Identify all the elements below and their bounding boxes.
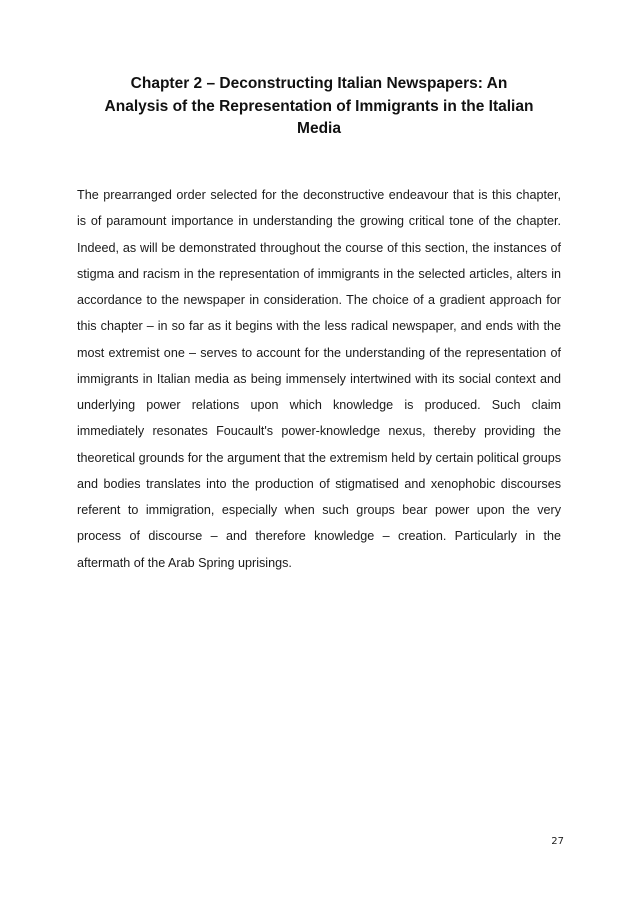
chapter-title-line-1: Chapter 2 – Deconstructing Italian Newspapers: An [130,75,508,92]
chapter-title [60,73,578,141]
page-number: 27 [551,836,564,847]
chapter-title-line-2: Analysis of the Representation of Immigrants in the Italian [104,97,534,115]
body-paragraph: The prearranged order selected for the deconstructive endeavour that is this chapter, is of paramount importance in understanding the growing critical tone of the chapter. Indeed, as will be demonstrated throughout the course of this section, the instances of stigma and racism in the representation of immigrants in the selected articles, alters in accordance to the newspaper in consideration. The choice of a gradient approach for this chapter – in so far as it begins with the less radical newspaper, and ends with the most extremist one – serves to account for the understanding of the representation of immigrants in Italian media as being immensely intertwined with its social context and underlying power relations upon which knowledge is produced. Such claim immediately resonates Foucault's power-knowledge nexus, thereby providing the theoretical grounds for the argument that the extremism held by certain political groups and bodies translates into the production of stigmatised and xenophobic discourses referent to immigration, especially when such groups bear power upon the very process of discourse – and therefore knowledge – creation. Particularly in the aftermath of the Arab Spring uprisings. [77,188,561,570]
chapter-title-line-3: Media [297,120,341,137]
